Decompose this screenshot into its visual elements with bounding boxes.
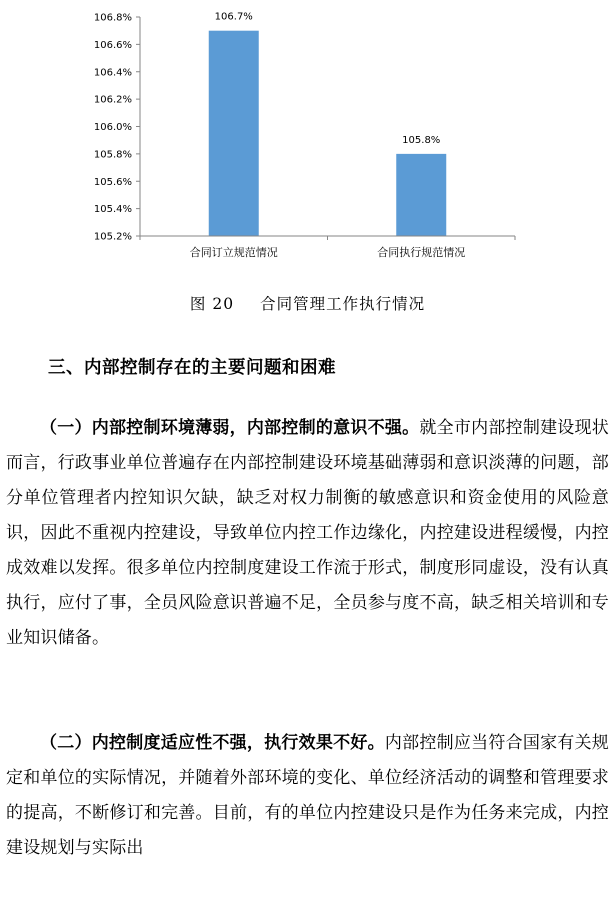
y-tick-label: 106.2%	[93, 94, 132, 106]
y-tick-label: 106.8%	[93, 12, 132, 24]
y-tick-label: 105.6%	[93, 176, 132, 188]
paragraph-1	[6, 411, 609, 656]
x-category-label: 合同执行规范情况	[377, 246, 466, 259]
figure-caption	[0, 292, 615, 314]
y-tick-label: 106.6%	[93, 39, 132, 51]
paragraph-1-lead: （一）内部控制环境薄弱，内部控制的意识不强。	[40, 418, 420, 438]
y-tick-label: 106.0%	[93, 122, 132, 133]
bars	[209, 12, 447, 236]
paragraph-2-lead: （二）内控制度适应性不强，执行效果不好。	[40, 733, 385, 753]
bar-chart	[0, 0, 615, 280]
y-tick-label: 105.4%	[93, 204, 132, 216]
bar-value-label: 105.8%	[402, 134, 441, 146]
paragraph-2-body: 内部控制应当符合国家有关规定和单位的实际情况，并随着外部环境的变化、单位经济活动的调整和管理要求的提高，不断修订和完善。目前，有的单位内控建设只是作为任务来完成，内控建设规划与实际出	[6, 733, 609, 858]
paragraph-1-body: 就全市内部控制建设现状而言，行政事业单位普遍存在内部控制建设环境基础薄弱和意识淡薄的问题，部分单位管理者内控知识欠缺，缺乏对权力制衡的敏感意识和资金使用的风险意识，因此不重视内控建设，导致单位内控工作边缘化，内控建设进程缓慢，内控成效难以发挥。很多单位内控制度建设工作流于形式，制度形同虚设，没有认真执行，应付了事，全员风险意识普遍不足，全员参与度不高，缺乏相关培训和专业知识储备。	[6, 418, 609, 648]
bar	[209, 31, 259, 236]
y-tick-label: 105.2%	[93, 231, 132, 243]
section-heading: 三、内部控制存在的主要问题和困难	[48, 358, 336, 378]
bar	[396, 154, 446, 236]
bar-value-label: 106.7%	[214, 11, 253, 23]
x-axis	[140, 236, 515, 259]
figure-title: 合同管理工作执行情况	[260, 295, 426, 313]
y-tick-label: 106.4%	[93, 67, 132, 79]
figure-number: 图 20	[189, 295, 235, 313]
x-category-label: 合同订立规范情况	[189, 246, 278, 259]
y-axis	[94, 13, 140, 243]
paragraph-2	[6, 726, 609, 866]
y-tick-label: 105.8%	[93, 149, 132, 161]
